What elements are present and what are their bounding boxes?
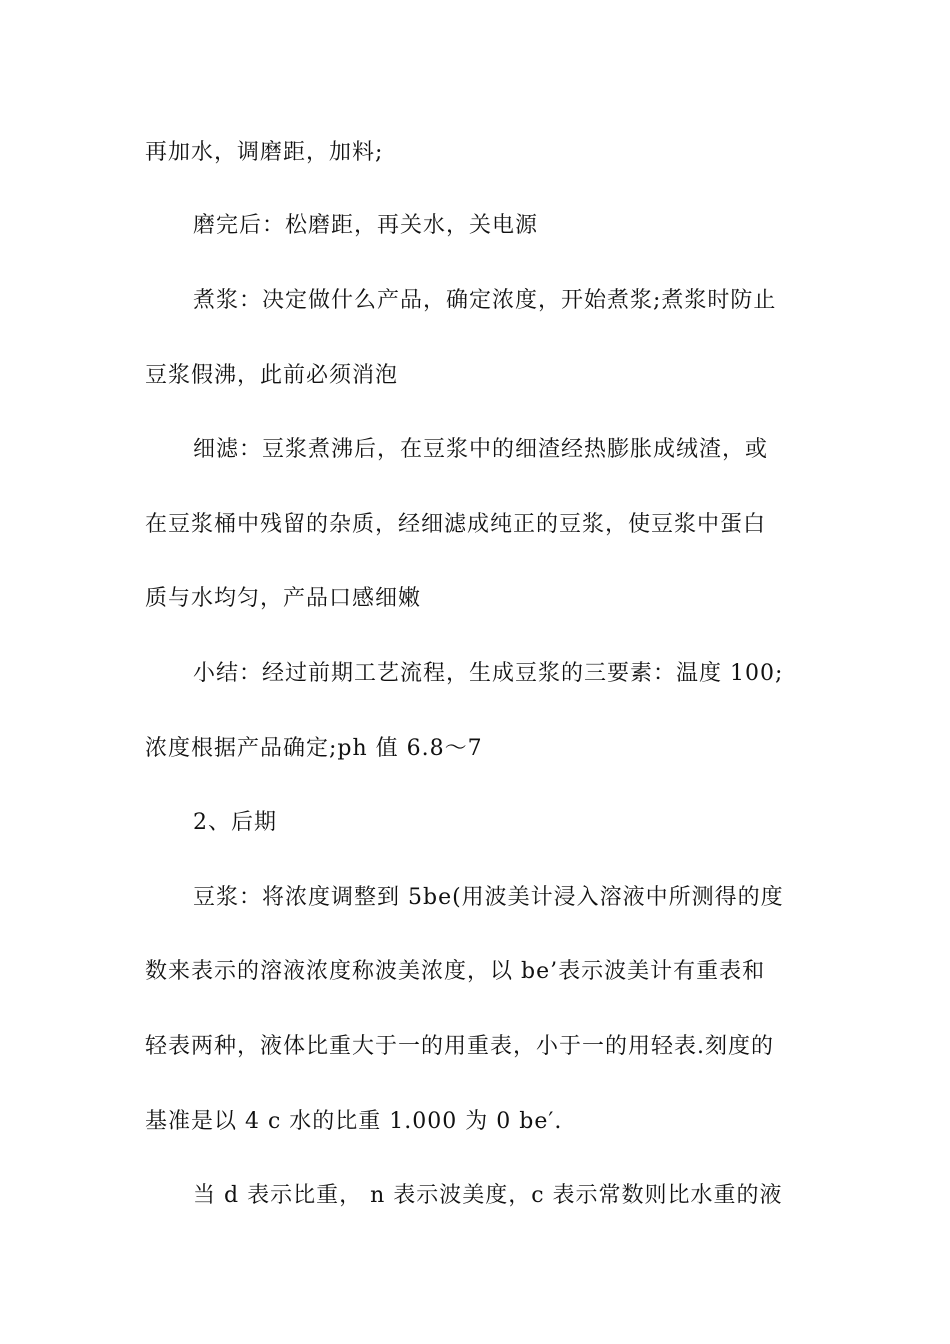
text-line-9: 浓度根据产品确定;ph 值 6.8～7: [145, 736, 483, 761]
text-line-8: 小结：经过前期工艺流程，生成豆浆的三要素：温度 100;: [193, 661, 784, 686]
text-line-1: 再加水，调磨距，加料;: [145, 140, 384, 165]
text-line-14: 基准是以 4 c 水的比重 1.000 为 0 be′.: [145, 1109, 563, 1134]
text-line-15: 当 d 表示比重， n 表示波美度，c 表示常数则比水重的液: [193, 1183, 783, 1208]
text-line-12: 数来表示的溶液浓度称波美浓度，以 be’表示波美计有重表和: [145, 959, 766, 984]
text-line-6: 在豆浆桶中残留的杂质，经细滤成纯正的豆浆，使豆浆中蛋白: [145, 512, 767, 537]
text-line-13: 轻表两种，液体比重大于一的用重表，小于一的用轻表.刻度的: [145, 1034, 774, 1059]
text-line-4: 豆浆假沸，此前必须消泡: [145, 363, 399, 388]
text-line-7: 质与水均匀，产品口感细嫩: [145, 586, 422, 611]
text-line-5: 细滤：豆浆煮沸后，在豆浆中的细渣经热膨胀成绒渣，或: [193, 437, 769, 462]
text-line-2: 磨完后：松磨距，再关水，关电源: [193, 213, 539, 238]
text-line-11: 豆浆：将浓度调整到 5be(用波美计浸入溶液中所测得的度: [193, 885, 784, 910]
text-line-3: 煮浆：决定做什么产品，确定浓度，开始煮浆;煮浆时防止: [193, 288, 777, 313]
text-line-10: 2、后期: [193, 810, 277, 835]
